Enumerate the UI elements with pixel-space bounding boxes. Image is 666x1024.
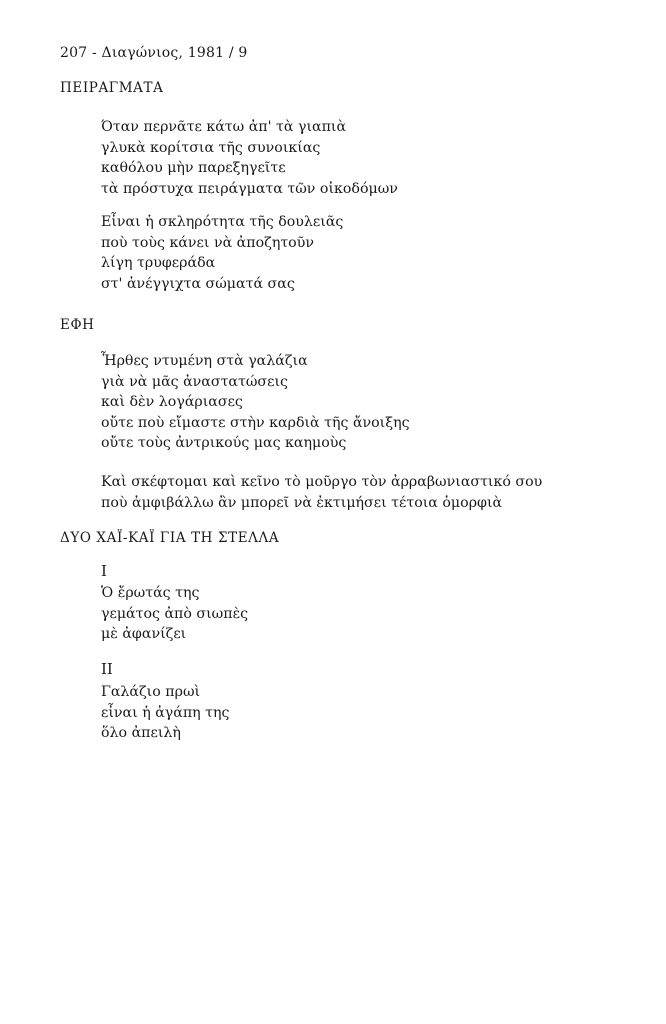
verse-line: ποὺ ἀμφιβάλλω ἂν μπορεῖ νὰ ἐκτιμήσει τέτοια ὀμορφιὰ bbox=[101, 494, 503, 511]
poem-title-haiku: ΔΥΟ ΧΑΪ-ΚΑΪ ΓΙΑ ΤΗ ΣΤΕΛΛΑ bbox=[60, 530, 280, 546]
poem-2-stanza-2 bbox=[101, 472, 542, 513]
verse-line: Ἦρθες ντυμένη στὰ γαλάζια bbox=[101, 353, 308, 369]
verse-line: εἶναι ἡ ἀγάπη της bbox=[101, 704, 230, 721]
section-number: I bbox=[101, 562, 107, 580]
verse-line: ὅλο ἀπειλὴ bbox=[101, 725, 181, 741]
poem-3-section-2 bbox=[101, 682, 229, 744]
poem-2-stanza-1 bbox=[101, 351, 410, 454]
verse-line: γλυκὰ κορίτσια τῆς συνοικίας bbox=[101, 139, 321, 156]
verse-line: Καὶ σκέφτομαι καὶ κεῖνο τὸ μοῦργο τὸν ἀρραβωνιαστικό σου bbox=[101, 474, 543, 490]
verse-line: γιὰ νὰ μᾶς ἀναστατώσεις bbox=[101, 373, 288, 390]
verse-line: μὲ ἀφανίζει bbox=[101, 626, 187, 642]
verse-line: οὔτε τοὺς ἀντρικούς μας καημοὺς bbox=[101, 435, 347, 451]
poem-title-efi: ΕΦΗ bbox=[60, 317, 95, 333]
verse-line: Εἶναι ἡ σκληρότητα τῆς δουλειᾶς bbox=[101, 214, 344, 230]
page-header: 207 - Διαγώνιος, 1981 / 9 bbox=[60, 45, 248, 61]
poem-1-stanza-1 bbox=[101, 117, 398, 199]
verse-line: τὰ πρόστυχα πειράγματα τῶν οἰκοδόμων bbox=[101, 180, 398, 197]
verse-line: καὶ δὲν λογάριασες bbox=[101, 394, 243, 410]
poem-title-peiragmata: ΠΕΙΡΑΓΜΑΤΑ bbox=[60, 80, 164, 96]
section-number: II bbox=[101, 660, 113, 678]
verse-line: γεμάτος ἀπὸ σιωπὲς bbox=[101, 605, 249, 622]
verse-line: Όταν περνᾶτε κάτω ἀπ' τὰ γιαπιὰ bbox=[101, 119, 347, 135]
verse-line: ποὺ τοὺς κάνει νὰ ἀποζητοῦν bbox=[101, 234, 314, 251]
verse-line: στ' ἀνέγγιχτα σώματά σας bbox=[101, 275, 295, 292]
verse-line: Ὁ ἔρωτάς της bbox=[101, 585, 200, 601]
verse-line: λίγη τρυφεράδα bbox=[101, 255, 216, 271]
poem-3-section-1 bbox=[101, 583, 248, 645]
verse-line: Γαλάζιο πρωὶ bbox=[101, 684, 201, 700]
poem-1-stanza-2 bbox=[101, 212, 343, 294]
verse-line: οὔτε ποὺ εἴμαστε στὴν καρδιὰ τῆς ἄνοιξης bbox=[101, 414, 410, 431]
verse-line: καθόλου μὴν παρεξηγεῖτε bbox=[101, 160, 286, 176]
